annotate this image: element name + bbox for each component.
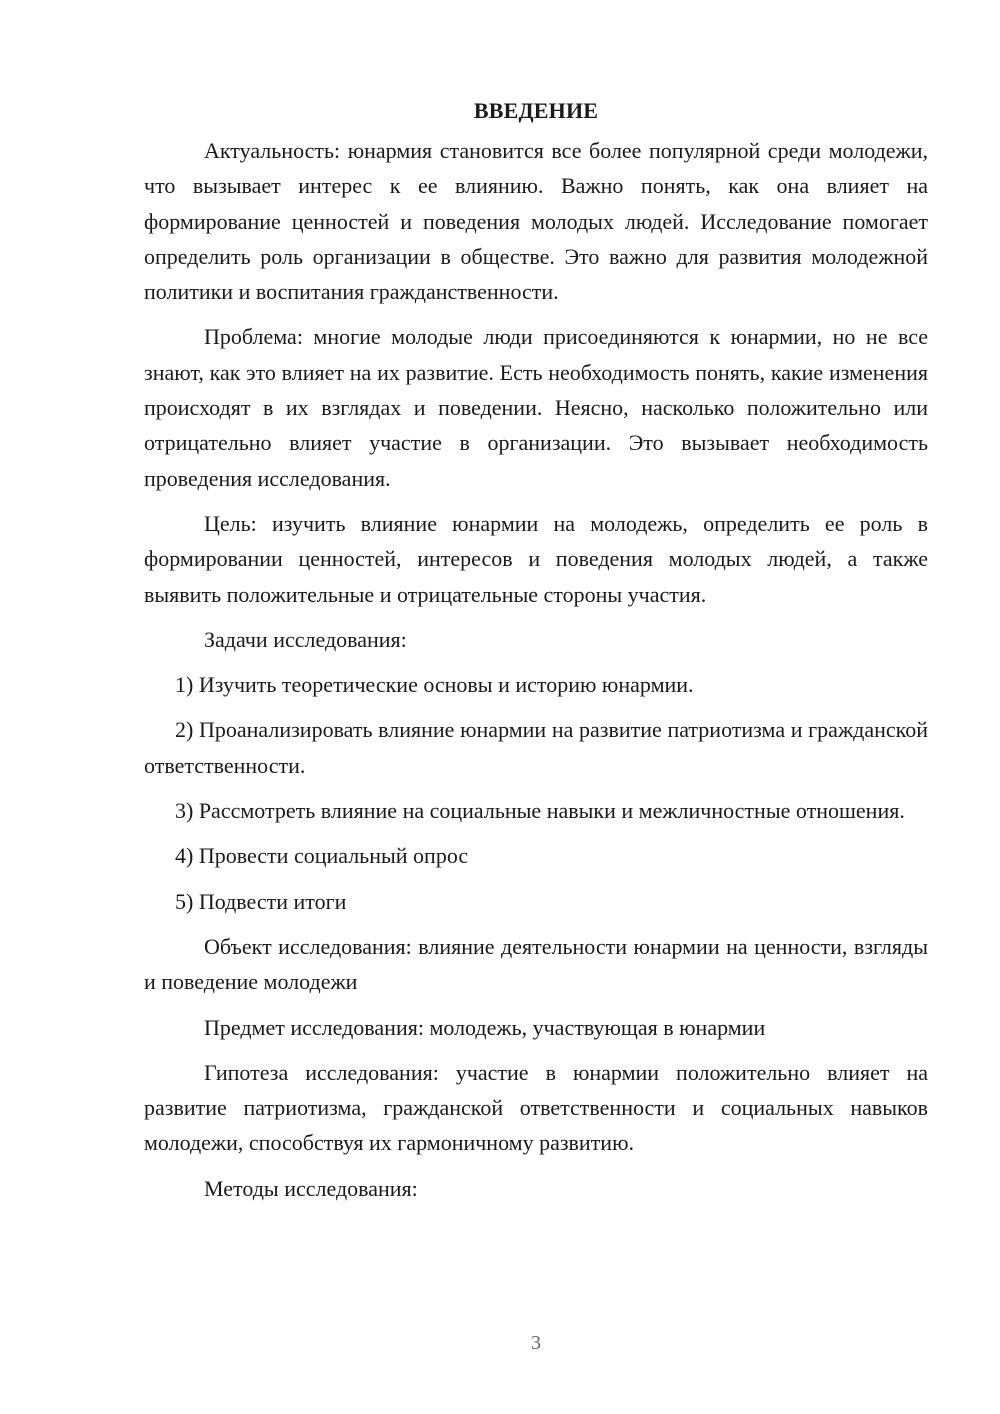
task-item-2: 2) Проанализировать влияние юнармии на развитие патриотизма и гражданской ответственности.	[144, 717, 928, 778]
paragraph-object: Объект исследования: влияние деятельности юнармии на ценности, взгляды и поведение молодежи	[144, 933, 928, 995]
section-title: ВВЕДЕНИЕ	[473, 98, 599, 123]
task-item-5: 5) Подвести итоги	[175, 888, 347, 914]
task-item-4: 4) Провести социальный опрос	[175, 843, 469, 869]
page-number: 3	[531, 1332, 541, 1354]
paragraph-subject: Предмет исследования: молодежь, участвующая в юнармии	[204, 1014, 766, 1040]
paragraph-problem: Проблема: многие молодые люди присоединяются к юнармии, но не все знают, как это влияет на их развитие. Есть необходимость понять, какие изменения происходят в их взглядах и поведении. Неясно, насколько положительно или отрицательно влияет участие в организации. Это вызывает необходимость проведения исследования.	[144, 324, 928, 491]
task-item-3: 3) Рассмотреть влияние на социальные навыки и межличностные отношения.	[175, 798, 905, 824]
paragraph-goal: Цель: изучить влияние юнармии на молодежь, определить ее роль в формировании ценностей, интересов и поведения молодых людей, а также выявить положительные и отрицательные стороны участия.	[144, 510, 928, 607]
task-item-1: 1) Изучить теоретические основы и историю юнармии.	[175, 672, 694, 698]
tasks-heading: Задачи исследования:	[204, 626, 407, 652]
paragraph-hypothesis: Гипотеза исследования: участие в юнармии положительно влияет на развитие патриотизма, гражданской ответственности и социальных навыков молодежи, способствуя их гармоничному развитию.	[144, 1059, 928, 1156]
methods-heading: Методы исследования:	[204, 1175, 418, 1201]
page-content	[144, 96, 928, 1216]
paragraph-relevance: Актуальность: юнармия становится все более популярной среди молодежи, что вызывает интерес к ее влиянию. Важно понять, как она влияет на формирование ценностей и поведения молодых людей. Исследование помогает определить роль организации в обществе. Это важно для развития молодежной политики и воспитания гражданственности.	[144, 138, 928, 305]
